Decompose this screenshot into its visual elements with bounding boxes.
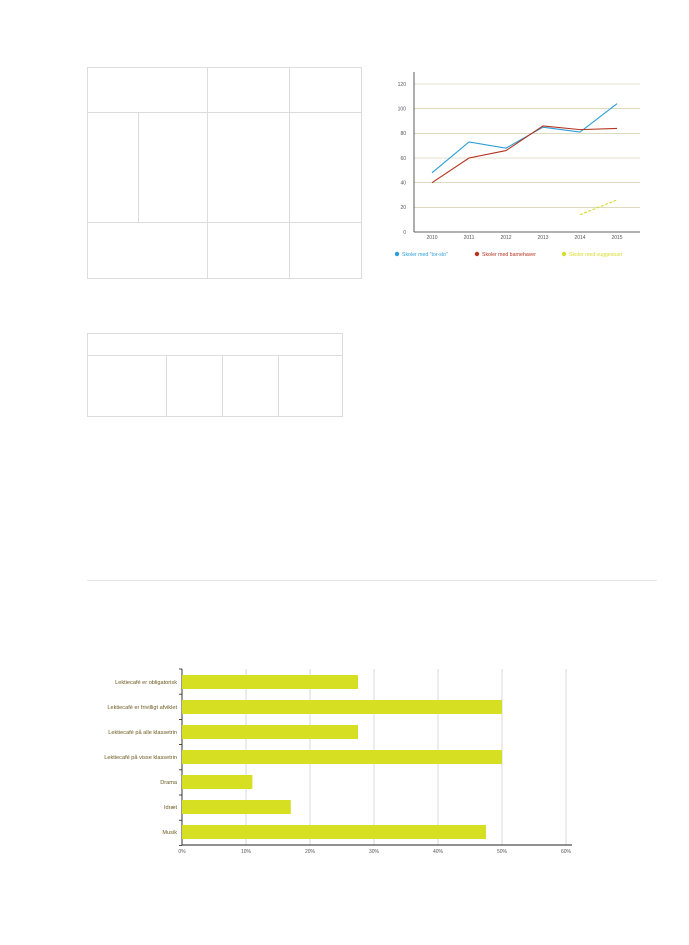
x-tick-label: 60% <box>560 849 572 855</box>
legend-label: Skoler med vuggestuer <box>569 252 623 258</box>
y-tick-label: 0 <box>403 229 406 236</box>
legend-label: Skoler med "tor-slo" <box>402 252 448 258</box>
x-tick-label: 40% <box>432 849 444 855</box>
y-tick-label: 60 <box>400 155 406 162</box>
x-tick-label: 20% <box>304 849 316 855</box>
x-tick-label: 2010 <box>426 235 438 241</box>
legend-label: Skoler med barnehaver <box>482 252 536 258</box>
x-tick-label: 2012 <box>500 235 512 241</box>
bar <box>182 775 252 789</box>
bar <box>182 700 502 714</box>
bar <box>182 675 358 689</box>
y-tick-label: 40 <box>400 180 406 187</box>
category-label: Musik <box>162 830 177 836</box>
x-tick-label: 50% <box>496 849 508 855</box>
category-label: Lektiecafé på alle klassetrin <box>108 730 177 736</box>
y-tick-label: 120 <box>397 81 406 88</box>
x-tick-label: 0% <box>178 849 186 855</box>
category-label: Idræt <box>163 805 177 811</box>
bar <box>182 725 358 739</box>
y-tick-label: 80 <box>400 131 406 138</box>
x-tick-label: 2014 <box>574 235 586 241</box>
y-tick-label: 20 <box>400 205 406 212</box>
category-label: Lektiecafé er obligatorisk <box>115 680 177 686</box>
y-tick-label: 100 <box>397 106 406 113</box>
x-tick-label: 2015 <box>611 235 623 241</box>
bar <box>182 750 502 764</box>
x-tick-label: 2011 <box>463 235 475 241</box>
x-tick-label: 30% <box>368 849 380 855</box>
bar <box>182 800 291 814</box>
x-tick-label: 10% <box>240 849 252 855</box>
x-tick-label: 2013 <box>537 235 549 241</box>
bar <box>182 825 486 839</box>
category-label: Lektiecafé er frivilligt afviklet <box>107 705 177 711</box>
category-label: Drama <box>160 780 177 786</box>
category-label: Lektiecafé på visse klassetrin <box>104 755 177 761</box>
